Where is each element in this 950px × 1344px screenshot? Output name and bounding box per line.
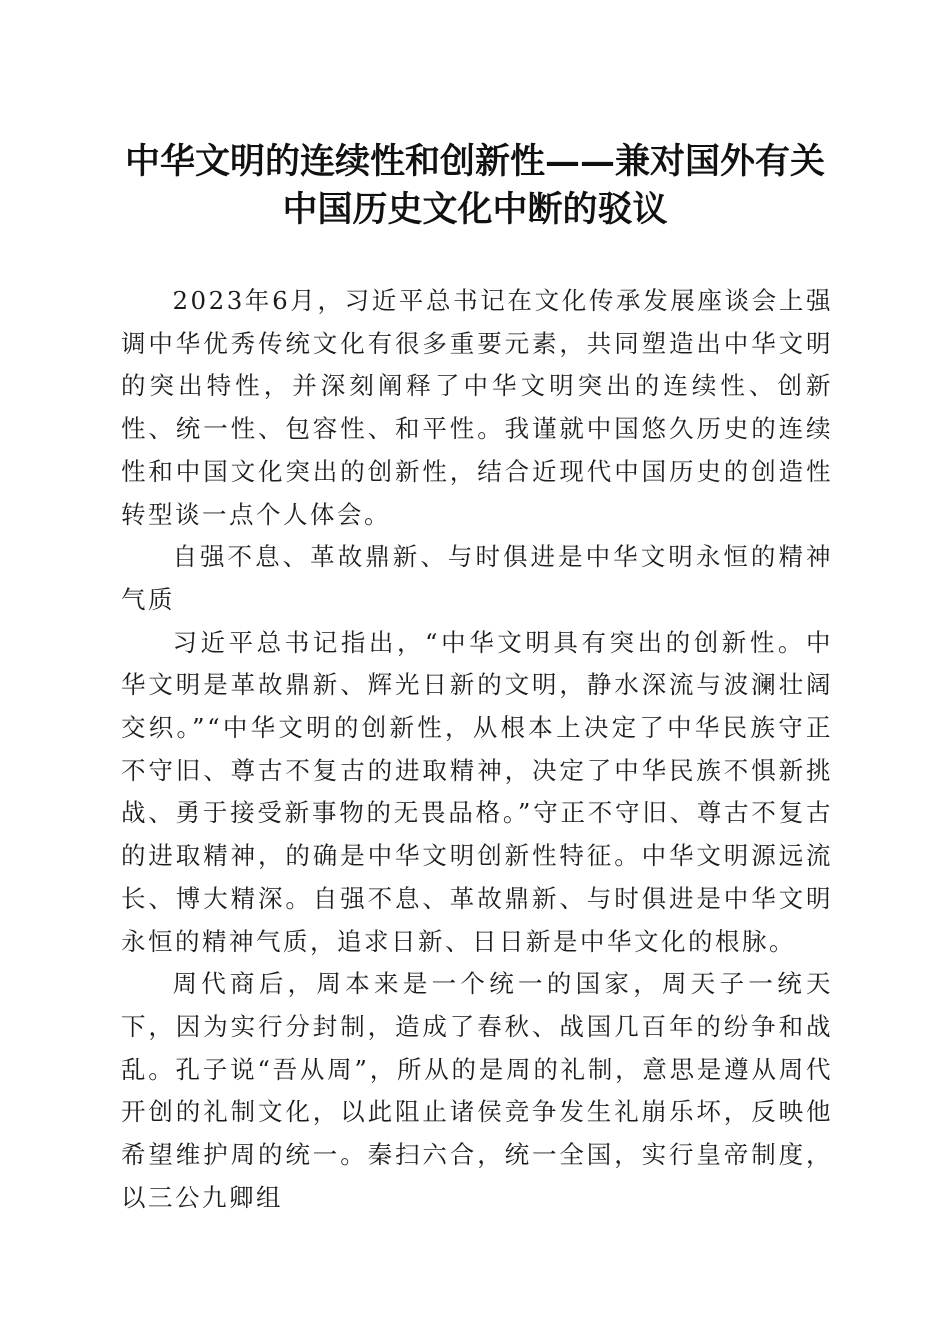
section-heading: 自强不息、革故鼎新、与时俱进是中华文明永恒的精神气质 <box>121 542 833 614</box>
paragraph-zhou-dynasty: 周代商后，周本来是一个统一的国家，周天子一统天下，因为实行分封制，造成了春秋、战国几百年的纷争和战乱。孔子说“吾从周”，所从的是周的礼制，意思是遵从周代开创的礼制文化，以此阻止诸侯竞争发生礼崩乐坏，反映他希望维护周的统一。秦扫六合，统一全国，实行皇帝制度，以三公九卿组 <box>121 969 833 1212</box>
paragraph-innovation: 习近平总书记指出，“中华文明具有突出的创新性。中华文明是革故鼎新、辉光日新的文明，静水深流与波澜壮阔交织。”“中华文明的创新性，从根本上决定了中华民族守正不守旧、尊古不复古的进取精神，决定了中华民族不惧新挑战、勇于接受新事物的无畏品格。”守正不守旧、尊古不复古的进取精神，的确是中华文明创新性特征。中华文明源远流长、博大精深。自强不息、革故鼎新、与时俱进是中华文明永恒的精神气质，追求日新、日日新是中华文化的根脉。 <box>121 627 833 956</box>
title-line-1: 中华文明的连续性和创新性——兼对国外有关 <box>124 141 825 182</box>
document-body <box>121 280 833 1219</box>
title-line-2: 中国历史文化中断的驳议 <box>282 189 668 230</box>
paragraph-intro: 2023年6月，习近平总书记在文化传承发展座谈会上强调中华优秀传统文化有很多重要元素，共同塑造出中华文明的突出特性，并深刻阐释了中华文明突出的连续性、创新性、统一性、包容性、和平性。我谨就中国悠久历史的连续性和中国文化突出的创新性，结合近现代中国历史的创造性转型谈一点个人体会。 <box>121 286 833 529</box>
document-title <box>100 138 850 234</box>
